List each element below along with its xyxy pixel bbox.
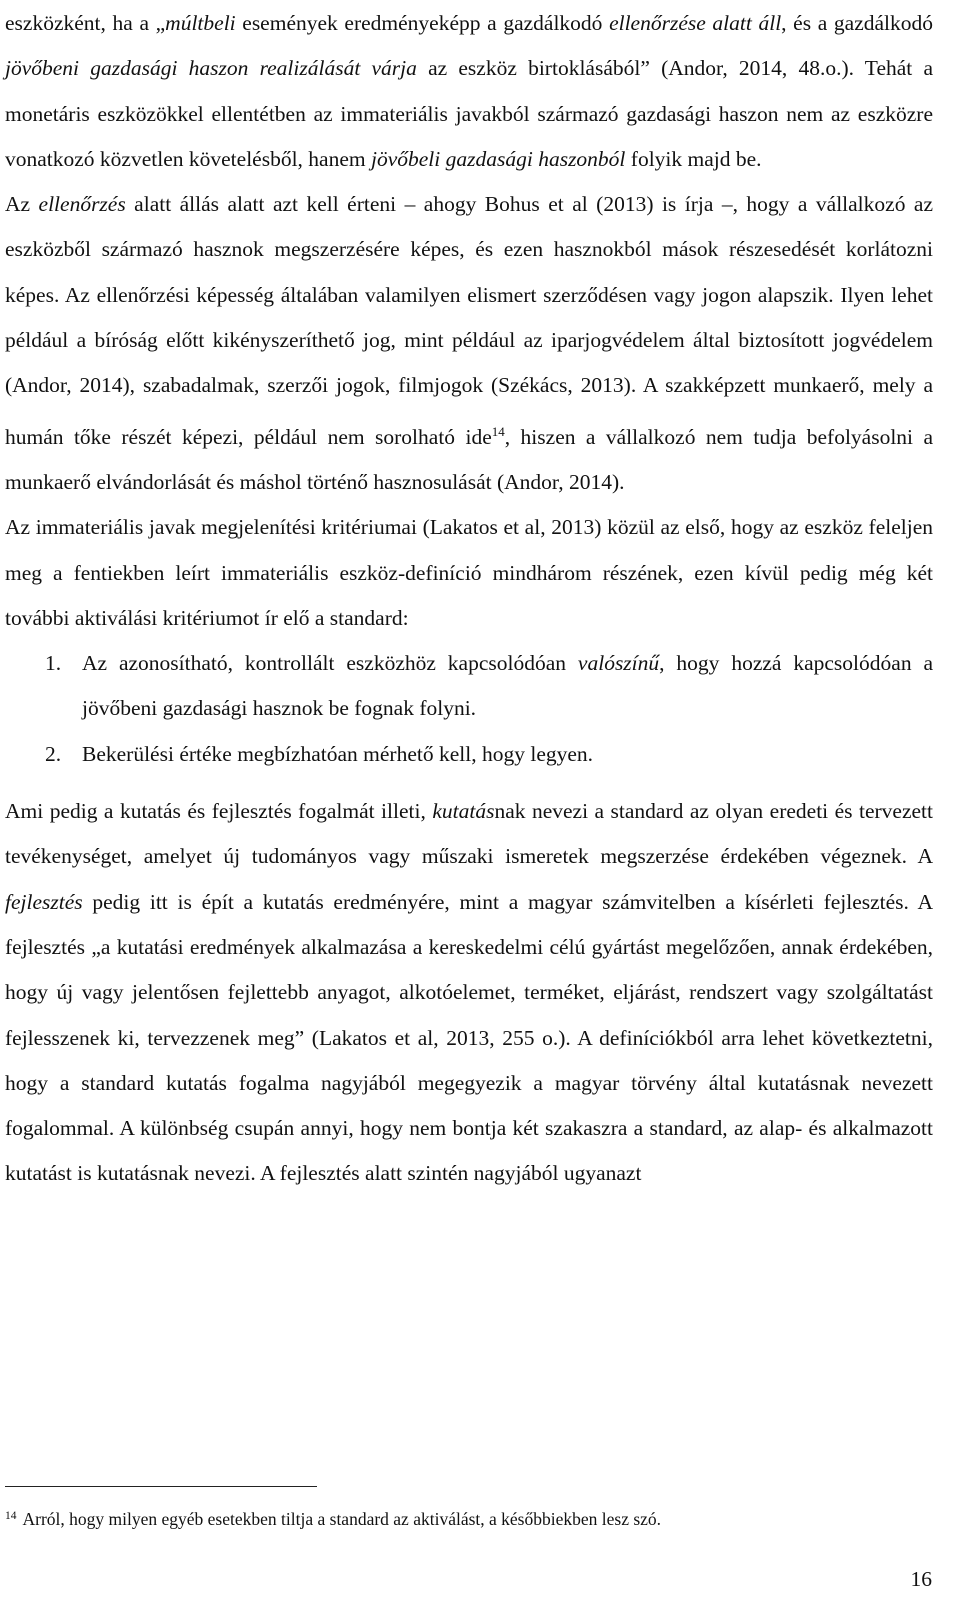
text-run: eszközként, ha a „ — [5, 11, 166, 35]
emphasis-text: valószínű — [577, 651, 660, 676]
emphasis-text: ellenőrzés — [38, 192, 126, 217]
text-run: , hiszen a vállalkozó nem tudja befolyásolni a munkaerő elvándorlását és máshol történő hasznosulását (Andor, 2014). — [5, 424, 933, 494]
list-item — [5, 641, 933, 732]
text-run: alatt állás alatt azt kell érteni – ahogy Bohus et al (2013) is írja –, hogy a vállalkozó az eszközből származó hasznok megszerzésére képes, és ezen hasznokból mások részesedését korlátozni képes. Az ellenőrzési képesség általában valamilyen elismert szerződésen vagy jogon alapszik. Ilyen lehet például a bíróság előtt kikényszeríthető jog, mint például az iparjogvédelem által biztosított jogvédelem (Andor, 2014), szabadalmak, szerzői jogok, filmjogok (Székács, 2013). A szakképzett munkaerő, mely a humán tőke részét képezi, például nem sorolható ide — [5, 192, 933, 449]
list-item — [5, 732, 933, 777]
text-run: , és a gazdálkodó — [781, 11, 933, 35]
document-page — [5, 0, 933, 1197]
list-number: 1. — [45, 651, 62, 676]
page-number: 16 — [910, 1567, 932, 1591]
emphasis-text: jövőbeni gazdasági haszon realizálását várja — [5, 56, 417, 81]
text-run: események eredményeképp a gazdálkodó — [235, 11, 610, 35]
footnote — [5, 1504, 933, 1531]
text-run: pedig itt is épít a kutatás eredményére, mint a magyar számvitelben a kísérleti fejlesztés. A fejlesztés „a kutatási eredmények alkalmazása a kereskedelmi célú gyártást megelőzően, annak érdekében, hogy új vagy jelentősen fejlettebb anyagot, alkotóelemet, terméket, eljárást, rendszert vagy szolgáltatást fejlesszenek ki, tervezzenek meg” (Lakatos et al, 2013, 255 o.). A definíciókból arra lehet következtetni, hogy a standard kutatás fogalma nagyjából megegyezik a magyar törvény által kutatásnak nevezett fogalommal. A különbség csupán annyi, hogy nem bontja két szakaszra a standard, az alap- és alkalmazott kutatást is kutatásnak nevezi. A fejlesztés alatt szintén nagyjából ugyanazt — [5, 889, 933, 1186]
text-run: Az — [5, 192, 39, 217]
spacer — [5, 777, 933, 789]
emphasis-text: jövőbeli gazdasági haszonból — [370, 146, 626, 171]
text-run: Bekerülési értéke megbízhatóan mérhető kell, hogy legyen. — [82, 741, 594, 766]
text-run: az eszköz birtoklásából” (Andor, 2014, 48.o.). Tehát a monetáris eszközökkel ellentétben az immateriális javakból származó gazdasági haszon nem az eszközre vonatkozó közvetlen követelésből, hanem — [5, 56, 933, 171]
criteria-list — [5, 641, 933, 777]
emphasis-text: ellenőrzése alatt áll — [609, 11, 782, 35]
footnote-text: Arról, hogy milyen egyéb esetekben tiltja a standard az aktiválást, a későbbiekben lesz szó. — [22, 1509, 662, 1529]
emphasis-text: fejlesztés — [5, 889, 83, 914]
text-run: , hogy hozzá kapcsolódóan a jövőbeni gazdasági hasznok be fognak folyni. — [82, 651, 934, 721]
paragraph-2 — [5, 182, 933, 505]
footnote-marker: 14 — [5, 1510, 17, 1522]
emphasis-text: kutatás — [432, 799, 495, 824]
paragraph-4 — [5, 789, 933, 1197]
text-run: Az azonosítható, kontrollált eszközhöz kapcsolódóan — [82, 651, 578, 676]
list-number: 2. — [45, 741, 62, 766]
footnote-separator — [5, 1486, 317, 1487]
text-run: folyik majd be. — [625, 146, 762, 171]
paragraph-3: Az immateriális javak megjelenítési kritériumai (Lakatos et al, 2013) közül az első, hogy az eszköz feleljen meg a fentiekben leírt immateriális eszköz-definíció mindhárom részének, ezen kívül pedig még két további aktiválási kritériumot ír elő a standard: — [5, 515, 933, 630]
text-run: nak nevezi a standard az olyan eredeti és tervezett tevékenységet, amelyet új tudományos vagy műszaki ismeretek megszerzése érdekében végeznek. A — [5, 799, 933, 869]
emphasis-text: múltbeli — [165, 11, 236, 35]
text-run: Ami pedig a kutatás és fejlesztés fogalmát illeti, — [5, 799, 433, 824]
footnote-reference: 14 — [491, 423, 505, 439]
paragraph-1 — [5, 0, 933, 182]
